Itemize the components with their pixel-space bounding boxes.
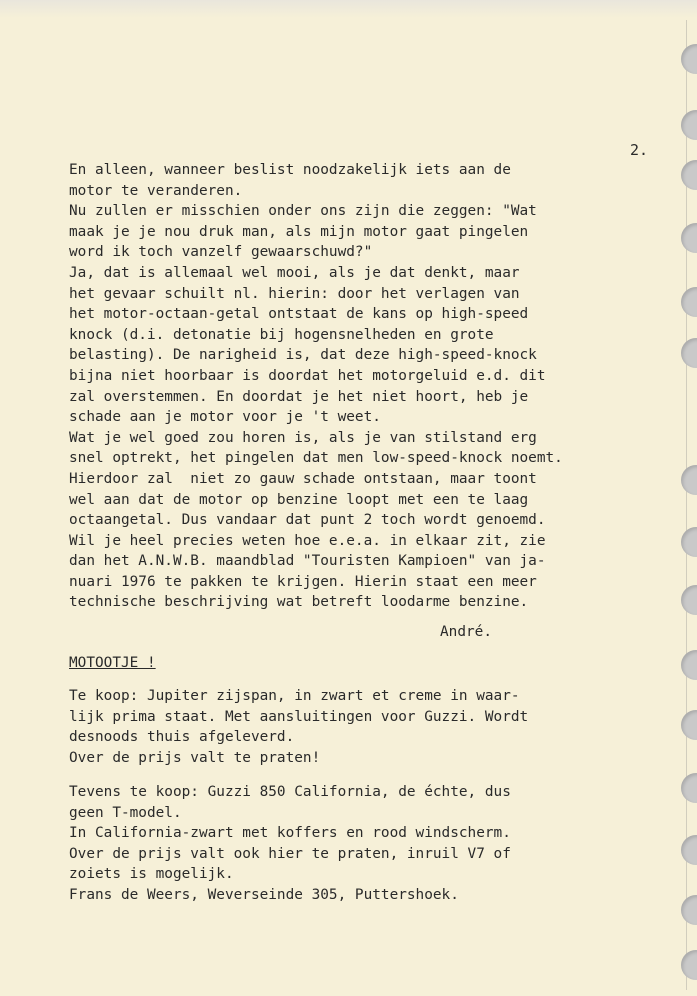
ad-line: zoiets is mogelijk. [69,866,234,883]
ad-line: In California-zwart met koffers en rood windscherm. [69,825,511,842]
author-signature: André. [440,624,492,640]
punch-hole-icon [681,287,697,317]
punch-hole-icon [681,44,697,74]
article-line: bijna niet hoorbaar is doordat het motorgeluid e.d. dit [69,367,546,384]
punch-hole-icon [681,835,697,865]
page-number: 2. [630,141,649,159]
ad-line: geen T-model. [69,804,182,821]
binder-holes [667,0,697,996]
article-line: wel aan dat de motor op benzine loopt met een te laag [69,491,529,508]
article-line: En alleen, wanneer beslist noodzakelijk iets aan de [69,162,511,178]
article-line: het gevaar schuilt nl. hierin: door het verlagen van [69,285,520,302]
article-body [69,160,669,613]
punch-hole-icon [681,650,697,680]
ad-line: desnoods thuis afgeleverd. [69,729,295,746]
article-line: Nu zullen er misschien onder ons zijn die zeggen: "Wat [69,203,537,220]
article-line: word ik toch vanzelf gewaarschuwd?" [69,244,373,261]
punch-hole-icon [681,160,697,190]
punch-hole-icon [681,950,697,980]
punch-hole-icon [681,895,697,925]
punch-hole-icon [681,110,697,140]
section-heading: MOTOOTJE ! [69,655,156,671]
punch-hole-icon [681,465,697,495]
ad-line: lijk prima staat. Met aansluitingen voor Guzzi. Wordt [69,708,529,725]
article-line: belasting). De narigheid is, dat deze high-speed-knock [69,347,537,364]
punch-hole-icon [681,773,697,803]
article-line: maak je je nou druk man, als mijn motor gaat pingelen [69,223,529,240]
ad-line: Frans de Weers, Weverseinde 305, Puttershoek. [69,886,459,903]
article-line: Hierdoor zal niet zo gauw schade ontstaan, maar toont [69,470,537,487]
article-line: octaangetal. Dus vandaar dat punt 2 toch wordt genoemd. [69,512,546,529]
article-line: het motor-octaan-getal ontstaat de kans op high-speed [69,306,529,323]
article-line: technische beschrijving wat betreft loodarme benzine. [69,594,529,611]
article-line: nuari 1976 te pakken te krijgen. Hierin staat een meer [69,573,537,590]
article-line: dan het A.N.W.B. maandblad "Touristen Kampioen" van ja- [69,553,546,570]
punch-hole-icon [681,585,697,615]
article-line: schade aan je motor voor je 't weet. [69,409,381,426]
page-top-edge [0,0,697,18]
ad-line: Over de prijs valt te praten! [69,749,321,766]
article-line: Ja, dat is allemaal wel mooi, als je dat denkt, maar [69,264,520,281]
punch-hole-icon [681,338,697,368]
ad-line: Over de prijs valt ook hier te praten, inruil V7 of [69,845,511,862]
article-line: zal overstemmen. En doordat je het niet hoort, heb je [69,388,529,405]
article-line: Wil je heel precies weten hoe e.e.a. in elkaar zit, zie [69,532,546,549]
classified-ad-motorcycle [69,782,511,906]
article-line: Wat je wel goed zou horen is, als je van stilstand erg [69,429,537,446]
classified-ad-sidecar [69,686,528,768]
ad-line: Te koop: Jupiter zijspan, in zwart et creme in waar- [69,688,520,704]
punch-hole-icon [681,710,697,740]
punch-hole-icon [681,527,697,557]
ad-line: Tevens te koop: Guzzi 850 California, de échte, dus [69,784,511,800]
punch-hole-icon [681,223,697,253]
article-line: snel optrekt, het pingelen dat men low-speed-knock noemt. [69,450,563,467]
article-line: motor te veranderen. [69,182,243,199]
article-line: knock (d.i. detonatie bij hogensnelheden en grote [69,326,494,343]
